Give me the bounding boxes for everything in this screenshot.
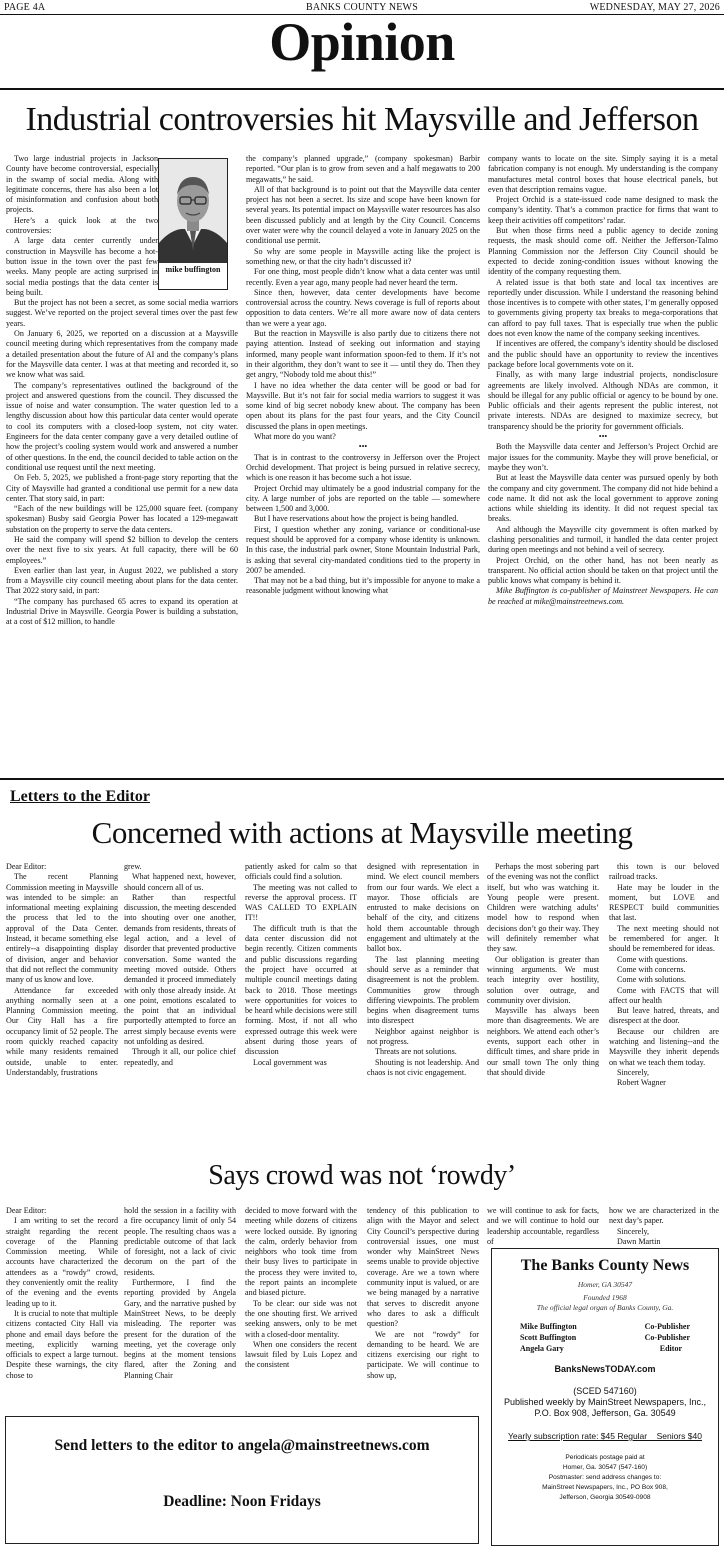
- staff-row-1: [492, 1321, 718, 1332]
- photo-spacer: [158, 154, 238, 290]
- paragraph: •••: [598, 432, 608, 442]
- paragraph: But at least the Maysville data center was pursued openly by both the company and city government. The company did not hide behind a code name. It did not ask the local government to approve zoning actions while shielding its identity. It did not request special tax breaks.: [488, 473, 718, 524]
- paragraph: designed with representation in mind. We elect council members from our four wards. We elect a mayor. Those officials are entrusted to make decisions on behalf of the city, and citizens hold them accountable through engagement and ultimately at the ballot box.: [367, 862, 479, 954]
- staff-name: Angela Gary: [520, 1344, 564, 1353]
- column-text-2: [246, 154, 480, 766]
- paragraph: Project Orchid is a state-issued code name designed to mask the company’s identity. That’s a common practice for firms that want to keep their activities off competitors’ radar.: [488, 195, 718, 225]
- letter2-col-6: [609, 1206, 719, 1246]
- website-link[interactable]: BanksNewsTODAY.com: [554, 1364, 656, 1374]
- paragraph: Since then, however, data center developments have become controversial across the country. News coverage is full of reports about opposition to data centers. We’re all more aware now of data centers than we were a year ago.: [246, 287, 480, 328]
- staff-role: Co-Publisher: [644, 1322, 690, 1331]
- paragraph: The company’s representatives outlined the background of the project and answered questions from the council. They discussed the issue of noise and water consumption. The water question led to a lengthy discussion about how this particular data center would operate to cool its computers with a closed-loop system, not city water. Engineers for the data center company gave a very detailed outline of how the project’s cooling system would work and answered a number of other questions. In the end, the council decided to table action on the conditional use request until the next meeting.: [6, 380, 238, 472]
- letter1-col-3: [245, 862, 357, 1154]
- paragraph: A related issue is that both state and local tax incentives are reportedly under discussion. While I understand the reasoning behind those incentives is to compete with other states, I’m generally opposed to governments giving property tax breaks to mega-corporations that can afford to pay full taxes. That is especially true when the public does not even know the name of the company seeking incentives.: [488, 277, 718, 339]
- paragraph: For one thing, most people didn’t know what a data center was until recently. Even a year ago, many people had never heard the term.: [246, 267, 480, 287]
- paragraph: On Feb. 5, 2025, we published a front-page story reporting that the City of Maysville had granted a conditional use permit for a new data center. That story said, in part:: [6, 473, 238, 503]
- paragraph: But I have reservations about how the project is being handled.: [254, 514, 459, 524]
- paragraph: Rather than respectful discussion, the meeting descended into shouting over one another, demands from residents, threats of legal action, and a level of disorder that prevented productive conversation. Some wanted the meeting moved outside. Others demanded it proceed immediately with only those already inside. At one point, emotions escalated to the point that an individual purportedly attempted to force an arrest simply because events were not unfolding as desired.: [124, 892, 236, 1047]
- paragraph: Hate may be louder in the moment, but LOVE and RESPECT build communities that last.: [609, 882, 719, 923]
- paragraph: But leave hatred, threats, and disrespect at the door.: [609, 1006, 719, 1026]
- column-text-3: [488, 154, 718, 766]
- issue-date: WEDNESDAY, MAY 27, 2026: [589, 2, 720, 13]
- paragraph: But the reaction in Maysville is also partly due to citizens there not paying attention. Instead of seeking out information and staying informed, many people want information spoon-fed to them. If it’s not in their algorithm, they don’t want to see it — until they do. Then they get angry, “Nobody told me about this!”: [246, 329, 480, 380]
- paragraph: He said the company will spend $2 billion to develop the centers over the next five to six years. At full capacity, there will be 60 employees.”: [6, 534, 238, 565]
- columnist-signature: Mike Buffington is co-publisher of Mainstreet Newspapers. He can be reached at mike@mainstreetnews.com.: [488, 586, 718, 606]
- paragraph: What happened next, however, should concern all of us.: [124, 872, 236, 892]
- paragraph: how we are characterized in the next day’s paper.: [609, 1206, 719, 1226]
- paragraph: Come with concerns.: [617, 964, 686, 974]
- paragraph: Robert Wagner: [617, 1078, 666, 1088]
- paragraph: We are not “rowdy” for demanding to be heard. We are citizens exercising our right to participate. We will continue to show up,: [367, 1329, 479, 1380]
- paragraph: Our obligation is greater than winning arguments. We must teach integrity over hostility, solution over outrage, and community over division.: [487, 954, 599, 1005]
- paragraph: tendency of this publication to align with the Mayor and select City Council’s perspective during controversial issues, one must wonder why MainStreet News seems unable to provide objective coverage. Are we a town where community input is valued, or are we being managed by a narrative that serves to discredit anyone who dares to ask a difficult question?: [367, 1206, 479, 1329]
- page-number: PAGE 4A: [4, 2, 46, 13]
- column-text-1: [6, 154, 238, 766]
- paragraph: But the project has not been a secret, as some social media warriors suggest. We’ve reported on the project several times over the past few years.: [6, 298, 238, 328]
- paragraph: Finally, as with many large industrial projects, nondisclosure agreements are likely involved. Although NDAs are common, it should be illegal for any public official or agency to be bound by one. Public officials and their agents represent the public interest, not private interests. NDAs are designed to maximize secrecy, but transparency should be the priority for government officials.: [488, 370, 718, 431]
- letter1-col-2: [124, 862, 236, 1154]
- paragraph: Two large industrial projects in Jackson County have become controversial, especially in the swamp of social media. Along with legitimate concerns, there has also been a lot of misinformation and confusion about both projects.: [6, 154, 158, 215]
- letter1-col-1: [6, 862, 118, 1154]
- postal-line: Homer, Ga. 30547 (547-160): [562, 1464, 648, 1471]
- column-headline: Industrial controversies hit Maysville and Jefferson: [25, 101, 699, 138]
- paragraph: So why are some people in Maysville acting like the project is something new, or that the city hadn’t discussed it?: [246, 246, 480, 266]
- staff-name: Mike Buffington: [520, 1322, 577, 1331]
- section-title: Opinion: [269, 12, 455, 72]
- paragraph: It is crucial to note that multiple citizens contacted City Hall via phone and email days before the meeting, explicitly warning officials to expect a large turnout. Despite these warnings, the city chose to: [6, 1308, 118, 1380]
- letters-rule: [0, 778, 724, 780]
- paragraph: That is in contrast to the controversy in Jefferson over the Project Orchid development. That project is being pursued in relative secrecy, which is one reason it has become such a hot issue.: [246, 452, 480, 483]
- paragraph: Here’s a quick look at the two controversies:: [6, 215, 158, 236]
- publisher-line-2: P.O. Box 908, Jefferson, Ga. 30549: [534, 1408, 676, 1418]
- paragraph: Maysville has always been more than disagreements. We are neighbors. We attend each other’s events, support each other in difficult times, and share pride in our small town The only thing that should divide: [487, 1006, 599, 1077]
- paragraph: If incentives are offered, the company’s identity should be disclosed and the public should have an opportunity to review the incentives package before local governments vote on it.: [488, 339, 718, 369]
- paragraph: Both the Maysville data center and Jefferson’s Project Orchid are major issues for the community. Maybe they will prove beneficial, or maybe they won’t.: [488, 442, 718, 472]
- letter2-col-5: [487, 1206, 599, 1246]
- paragraph: •••: [358, 442, 368, 452]
- deadline-line: Deadline: Noon Fridays: [163, 1493, 321, 1510]
- paragraph: And although the Maysville city government is often marked by clashing personalities and turmoil, it handled the data center project during open meetings and not behind a veil of secrecy.: [488, 524, 718, 555]
- paragraph: That may not be a bad thing, but it’s impossible for anyone to make a reasonable judgment without knowing what: [246, 576, 480, 596]
- paragraph: Local government was: [253, 1057, 327, 1067]
- paragraph: “The company has purchased 65 acres to expand its operation at Industrial Drive in Maysville. Georgia Power is building a substation, at a cost of $12 million, to handle: [6, 596, 238, 627]
- paragraph: Even earlier than last year, in August 2022, we published a story from a Maysville city council meeting about plans for the data center. That 2022 story said, in part:: [6, 565, 238, 596]
- postal-line: MainStreet Newspapers, Inc., PO Box 908,: [542, 1484, 668, 1491]
- paragraph: When one considers the recent lawsuit filed by Luis Lopez and the consistent: [245, 1339, 357, 1370]
- letter1-headline: Concerned with actions at Maysville meeting: [91, 815, 633, 850]
- paragraph: The difficult truth is that the data center discussion did not begin recently. Citizen comments and public discussions regarding the project have occurred at multiple council meetings dating back to 2018. Those meetings were opportunities for voices to be heard while decisions were still forming. Most, if not all who expressed outrage this week were absent during those years of discussion: [245, 923, 357, 1057]
- paragraph: Shouting is not leadership. And chaos is not civic engagement.: [367, 1057, 479, 1077]
- send-letters-line: Send letters to the editor to angela@mainstreetnews.com: [54, 1437, 430, 1454]
- paragraph: I have no idea whether the data center will be good or bad for Maysville. But it’s not fair for social media warriors to suggest it was some kind of big secret nobody knew about. The company has been open about its plans for the past four years, and the City Council discussed the plans in open meetings.: [246, 380, 480, 431]
- letter2-col-1: [6, 1206, 118, 1406]
- letter1-col-6: [609, 862, 719, 1154]
- paragraph: Project Orchid, on the other hand, has not been nearly as transparent. No official action should be taken on that project until the public knows what company is behind it.: [488, 555, 718, 586]
- letters-section-label: Letters to the Editor: [10, 788, 150, 805]
- paragraph: Project Orchid may ultimately be a good industrial company for the city. A large number of jobs are reported on the table — somewhere between 1,500 and 3,000.: [246, 483, 480, 514]
- letter1-col-5: [487, 862, 599, 1154]
- paragraph: All of that background is to point out that the Maysville data center project has not been a secret. Its size and scope have been known for several years. Its potential impact on Maysville water resources has also been discussed publicly and at length by the City Council. Concerns over water were why the council delayed a vote in January 2025 on the conditional use permit.: [246, 184, 480, 246]
- subscription-rate: Yearly subscription rate: $45 Regular Seniors $40: [508, 1431, 702, 1441]
- paragraph: Come with solutions.: [617, 975, 687, 985]
- paragraph: The last planning meeting should serve as a reminder that disagreement is not the problem. Communities grow through differing viewpoints. The problem begins when disagreement turns into disrespect: [367, 954, 479, 1026]
- paragraph: Through it all, our police chief repeatedly, and: [124, 1047, 236, 1067]
- letter2-col-2: [124, 1206, 236, 1406]
- section-rule: [0, 88, 724, 90]
- paragraph: we will continue to ask for facts, and we will continue to hold our leadership accountable, regardless of: [487, 1206, 599, 1246]
- paragraph: Sincerely,: [617, 1226, 650, 1236]
- letter1-col-4: [367, 862, 479, 1154]
- letter2-col-4: [367, 1206, 479, 1406]
- sced-number: (SCED 547160): [573, 1386, 637, 1396]
- letter2-headline: Says crowd was not ‘rowdy’: [208, 1160, 516, 1191]
- masthead-organ: The official legal organ of Banks County, Ga.: [536, 1303, 674, 1312]
- publisher-line-1: Published weekly by MainStreet Newspapers, Inc.,: [503, 1397, 707, 1407]
- paragraph: Perhaps the most sobering part of the evening was not the conflict itself, but who was watching it. Young people were present. Children were watching adults’ model how to respond when decisions don’t go their way. They will definitely remember what they saw.: [487, 862, 599, 954]
- paragraph: To be clear: our side was not the one shouting first. We arrived seeking answers, only to be met with a closed-door mentality.: [245, 1298, 357, 1339]
- paragraph: “Each of the new buildings will be 125,000 square feet. (company spokesman) Busby said Georgia Power has located a 129-megawatt substation on the property to serve the data centers.: [6, 504, 238, 534]
- paragraph: this town is our beloved railroad tracks.: [609, 862, 719, 882]
- paragraph: On January 6, 2025, we reported on a discussion at a Maysville council meeting during which representatives from the company made a detailed presentation about the future of AI and the company’s plans for the Maysville data center. I was at that meeting and recorded it, so we know what was said.: [6, 329, 238, 380]
- paragraph: First, I question whether any zoning, variance or conditional-use request should be approved for a company whose identity is unknown. In this case, the industrial park owner, Stone Mountain Industrial Park, is asking that several city-mandated conditions tied to the property in 2007 be amended.: [246, 524, 480, 575]
- postal-line: Jefferson, Georgia 30549-0908: [559, 1494, 651, 1501]
- staff-name: Scott Buffington: [520, 1333, 577, 1342]
- masthead-city: Homer, GA 30547: [577, 1280, 633, 1289]
- paragraph: The meeting was not called to reverse the approval process. IT WAS CALLED TO EXPLAIN IT!!: [245, 882, 357, 923]
- masthead-box: [491, 1248, 719, 1546]
- letter2-col-3: [245, 1206, 357, 1406]
- paragraph: patiently asked for calm so that officials could find a solution.: [245, 862, 357, 882]
- letters-submission-box: [5, 1416, 479, 1544]
- photo-caption: mike buffington: [165, 265, 221, 274]
- paragraph: A large data center currently under construction in Maysville has become a hot-button issue in the town over the past few weeks. Many people are acting surprised in social media postings that the data center is being built.: [6, 236, 158, 297]
- paragraph: What more do you want?: [254, 432, 336, 442]
- paragraph: Dawn Martin: [617, 1236, 661, 1246]
- paragraph: Threats are not solutions.: [375, 1047, 457, 1057]
- paragraph: Neighbor against neighbor is not progress.: [367, 1026, 479, 1047]
- paragraph: Come with questions.: [617, 954, 688, 964]
- staff-row-2: [492, 1332, 718, 1343]
- paragraph: The recent Planning Commission meeting in Maysville was intended to be simple: an informational meeting explaining the process that led to the approval of the Data Center. Instead, it became something else entirely--a disappointing display of division, anger and behavior that did not reflect the community many of us know and love.: [6, 872, 118, 985]
- paragraph: hold the session in a facility with a fire occupancy limit of only 54 people. The resulting chaos was a predictable outcome of that lack of foresight, not a lack of civic decorum on the part of the residents.: [124, 1206, 236, 1277]
- staff-role: Editor: [659, 1344, 682, 1353]
- staff-role: Co-Publisher: [644, 1333, 690, 1342]
- paragraph: Attendance far exceeded anything normally seen at a Planning Commission meeting. Our City Hall has a fire occupancy limit of 52 people. The room quickly reached capacity while many residents remained outside, unable to enter. Understandably, frustrations: [6, 985, 118, 1077]
- paragraph: Dear Editor:: [6, 862, 47, 871]
- paragraph: But when those firms need a public agency to decide zoning requests, the mask should come off. Neither the Jefferson-Talmo Planning Commission nor the Jefferson City Council should be expected to decide zoning-condition issues without knowing the identity of the company requesting them.: [488, 226, 718, 277]
- paragraph: I am writing to set the record straight regarding the recent coverage of the Planning Commission meeting. While accounts have characterized the attendees as a “rowdy” crowd, they conveniently omit the reality of the evening and the events leading up to it.: [6, 1216, 118, 1308]
- paragraph: Furthermore, I find the reporting provided by Angela Gary, and the narrative pushed by MainStreet News, to be deeply misleading. The reporter was present for the duration of the meeting, yet the coverage only begins at the moment tensions flared, after the Zoning and Planning Chair: [124, 1278, 236, 1380]
- postal-notice: [492, 1453, 718, 1503]
- paragraph: Dear Editor:: [6, 1206, 47, 1215]
- paragraph: company wants to locate on the site. Simply saying it is a metal fabrication company is not enough. My understanding is the company manufactures metal control boxes that house electrical panels, but even that description remains vague.: [488, 154, 718, 194]
- paragraph: grew.: [124, 862, 142, 871]
- masthead-founded: Founded 1968: [583, 1293, 627, 1302]
- postal-line: Periodicals postage paid at: [565, 1454, 645, 1461]
- paragraph: Because our children are watching and listening--and the Maysville they inherit depends on what we teach them today.: [609, 1026, 719, 1067]
- paragraph: The next meeting should not be remembered for anger. It should be remembered for ideas.: [609, 923, 719, 954]
- postal-line: Postmaster: send address changes to:: [548, 1474, 662, 1481]
- paragraph: the company’s planned upgrade,” (company spokesman) Barbir reported. “Our plan is to grow from seven and a half megawatts to 200 megawatts,” he said.: [246, 154, 480, 184]
- paragraph: Sincerely,: [617, 1067, 650, 1077]
- masthead-title: The Banks County News: [520, 1257, 690, 1274]
- paragraph: decided to move forward with the meeting while dozens of citizens were locked outside. By ignoring the calm, orderly behavior from neighbors who took time from their busy lives to participate in the process they were invited to, the report paints an incomplete and biased picture.: [245, 1206, 357, 1298]
- paper-name: BANKS COUNTY NEWS: [306, 2, 418, 13]
- paragraph: Come with FACTS that will affect our health: [609, 985, 719, 1005]
- staff-row-3: [492, 1343, 718, 1354]
